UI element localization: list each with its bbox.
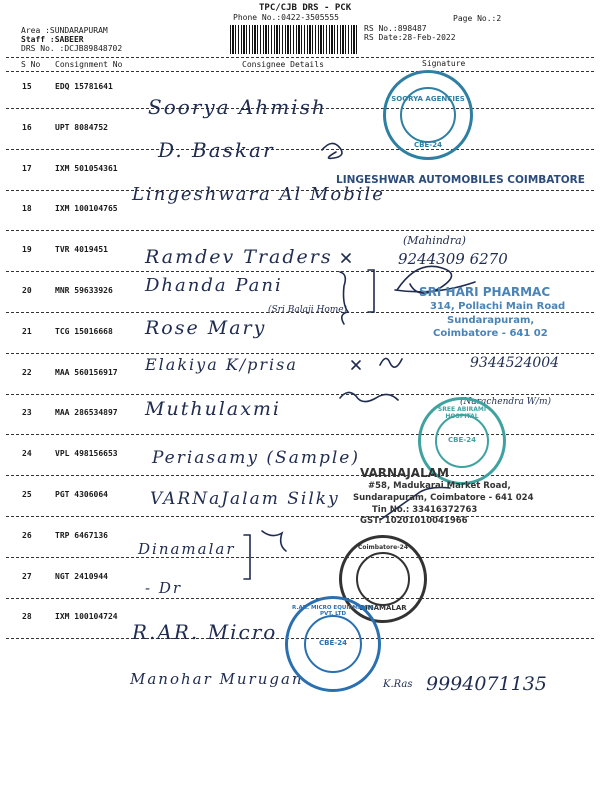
sri-hari-stamp-address: 314, Pollachi Main Road <box>430 301 566 312</box>
handwritten-name: R.AR. Micro <box>132 620 278 644</box>
stamp-text: SOORYA AGENCIES <box>391 95 465 103</box>
row-consignment: MNR 59633926 <box>55 286 113 295</box>
rs-number: RS No.:898487 <box>364 24 427 33</box>
varnajalam-stamp-tin: Tin No.: 33416372763 <box>372 505 478 515</box>
row-consignment: PGT 4306064 <box>55 490 108 499</box>
sri-hari-stamp-area: Sundarapuram, <box>447 315 535 326</box>
handwritten-name: Muthulaxmi <box>145 398 282 420</box>
column-sno: S No <box>21 60 41 69</box>
rs-date: RS Date:28-Feb-2022 <box>364 33 456 42</box>
row-consignment: VPL 498156653 <box>55 449 118 459</box>
handwritten-note: (Sri Balaji Home) <box>268 305 348 315</box>
row-consignment: MAA 286534897 <box>55 408 118 418</box>
varnajalam-stamp-address: #58, Madukarai Market Road, <box>368 481 511 491</box>
handwritten-name: Lingeshwara Al Mobile <box>132 184 385 205</box>
handwritten-name: Soorya Ahmish <box>148 95 327 119</box>
handwritten-note: K.Ras <box>383 679 413 690</box>
drs-number: DRS No. :DCJB89848702 <box>21 44 123 53</box>
stamp-text: CBE-24 <box>414 141 442 149</box>
row-consignment: UPT 8084752 <box>55 122 108 132</box>
row-consignment: TRP 6467136 <box>55 530 108 540</box>
lingeshwar-stamp: LINGESHWAR AUTOMOBILES COIMBATORE <box>336 174 585 186</box>
sri-hari-stamp-name: SRI HARI PHARMAC <box>419 285 551 299</box>
phone-number: Phone No.:0422-3505555 <box>233 13 339 22</box>
stamp-text: Coimbatore-24 <box>357 544 409 551</box>
handwritten-name: Ramdev Traders <box>145 246 333 268</box>
document-title: TPC/CJB DRS - PCK <box>259 3 352 13</box>
row-sno: 23 <box>22 408 32 418</box>
handwritten-phone: 9244309 6270 <box>398 250 508 268</box>
row-sno: 21 <box>22 326 32 336</box>
page-number: Page No.:2 <box>453 14 502 23</box>
handwritten-name: D. Baskar <box>158 138 275 162</box>
soorya-agencies-stamp <box>383 70 473 160</box>
handwritten-name: Elakiya K/prisa <box>145 355 298 374</box>
row-consignment: MAA 560156917 <box>55 367 118 377</box>
handwritten-phone: 9994071135 <box>426 673 547 695</box>
handwritten-phone: 9344524004 <box>470 355 560 371</box>
stamp-text: DINAMALAR <box>359 604 407 612</box>
row-sno: 15 <box>22 82 32 91</box>
handwritten-name: Rose Mary <box>145 317 267 339</box>
handwritten-name: - Dr <box>145 579 183 597</box>
handwritten-name: Periasamy (Sample) <box>152 448 360 468</box>
rar-micro-stamp <box>285 596 381 692</box>
row-sno: 26 <box>22 530 32 540</box>
row-consignment: EDQ 15781641 <box>55 82 113 91</box>
row-sno: 18 <box>22 204 32 214</box>
varnajalam-stamp-area: Sundarapuram, Coimbatore - 641 024 <box>353 493 534 503</box>
varnajalam-stamp-name: VARNAJALAM <box>360 466 449 480</box>
column-signature: Signature <box>422 59 466 68</box>
row-sno: 24 <box>22 449 32 459</box>
row-sno: 17 <box>22 163 32 173</box>
row-sno: 16 <box>22 122 32 132</box>
row-consignment: IXM 100104724 <box>55 612 118 622</box>
handwritten-name: Manohar Murugan <box>130 670 304 688</box>
row-sno: 19 <box>22 245 32 255</box>
handwritten-note: (Mahindra) <box>403 234 466 247</box>
area-label: Area :SUNDARAPURAM <box>21 26 108 35</box>
column-consignment: Consignment No <box>55 60 123 69</box>
row-consignment: NGT 2410944 <box>55 571 108 581</box>
row-sno: 22 <box>22 367 32 377</box>
sri-hari-stamp-city: Coimbatore - 641 02 <box>433 328 548 339</box>
row-sno: 20 <box>22 286 32 295</box>
handwritten-name: VARNaJalam Silky <box>150 489 340 509</box>
varnajalam-stamp-gst: GST: 10201010041966 <box>360 516 468 526</box>
handwritten-name: Dhanda Pani <box>145 275 283 296</box>
row-consignment: TCG 15016668 <box>55 326 113 336</box>
row-sno: 25 <box>22 490 32 499</box>
row-consignment: TVR 4019451 <box>55 245 108 255</box>
handwritten-note: (Narachendra W/m) <box>460 397 551 407</box>
stamp-text: SREE ABIRAMI HOSPITAL <box>437 406 487 420</box>
column-consignee: Consignee Details <box>242 60 324 69</box>
row-sno: 27 <box>22 571 32 581</box>
stamp-text: R.AR. MICRO EQUIPMENTS PVT. LTD <box>292 605 374 617</box>
stamp-text: CBE-24 <box>448 436 476 444</box>
staff-label: Staff :SABEER <box>21 35 84 44</box>
stamp-text: CBE-24 <box>319 639 347 647</box>
row-consignment: IXM 100104765 <box>55 204 118 214</box>
row-sno: 28 <box>22 612 32 622</box>
handwritten-name: Dinamalar <box>138 540 236 558</box>
row-consignment: IXM 501054361 <box>55 163 118 173</box>
